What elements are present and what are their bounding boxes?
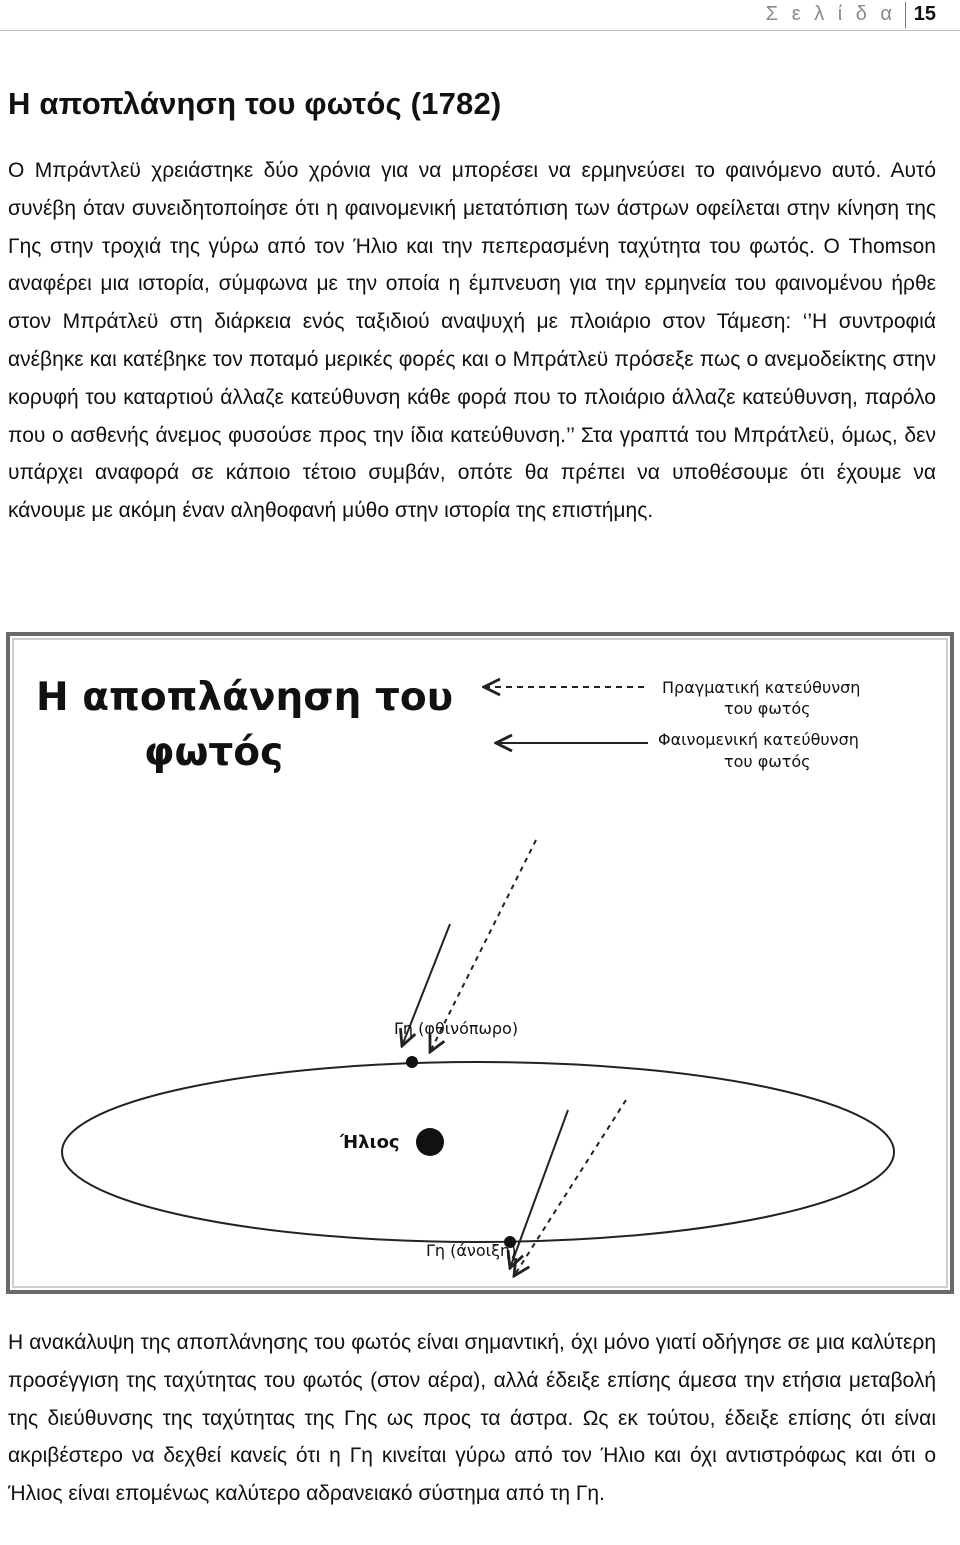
legend-apparent-direction-line1: Φαινομενική κατεύθυνση — [658, 730, 859, 749]
legend-true-direction-line2: του φωτός — [724, 699, 811, 718]
aberration-diagram — [6, 632, 954, 1294]
label-earth-spring: Γη (άνοιξη) — [426, 1241, 517, 1260]
page-label: Σ ε λ ί δ α — [765, 3, 896, 25]
figure-title-line1: Η αποπλάνηση του — [36, 675, 454, 720]
section-title: Η αποπλάνηση του φωτός (1782) — [8, 86, 502, 121]
legend-apparent-direction-line2: του φωτός — [724, 752, 811, 771]
aberration-figure — [6, 632, 954, 1294]
figure-title-line2: φωτός — [144, 730, 284, 775]
paragraph-intro: Ο Μπράντλεϋ χρειάστηκε δύο χρόνια για να μπορέσει να ερμηνεύσει το φαινόμενο αυτό. Αυτό συνέβη όταν συνειδητοποίησε ότι η φαινομενική μετατόπιση των άστρων οφείλεται στην κίνηση της Γης στην τροχιά της γύρω από τον Ήλιο και την πεπερασμένη ταχύτητα του φωτός. Ο Thomson αναφέρει μια ιστορία, σύμφωνα με την οποία η έμπνευση για την ερμηνεία του φαινομένου ήρθε στον Μπράτλεϋ στη διάρκεια ενός ταξιδιού αναψυχή με πλοιάριο στον Τάμεση: ‘’Η συντροφιά ανέβηκε και κατέβηκε τον ποταμό μερικές φορές και ο Μπράτλεϋ πρόσεξε πως ο ανεμοδείκτης στην κορυφή του καταρτιού άλλαζε κατεύθυνση κάθε φορά που το πλοιάριο άλλαζε κατεύθυνση, παρόλο που ο ασθενής άνεμος φυσούσε προς την ίδια κατεύθυνση.’’ Στα γραπτά του Μπράτλεϋ, όμως, δεν υπάρχει αναφορά σε κάποιο τέτοιο συμβάν, οπότε θα πρέπει να υποθέσουμε ότι έχουμε να κάνουμε με ακόμη έναν αληθοφανή μύθο στην ιστορία της επιστήμης. — [8, 159, 936, 523]
earth-autumn-dot — [406, 1056, 418, 1068]
page-number: 15 — [913, 3, 936, 25]
sun-dot — [416, 1128, 444, 1156]
paragraph-conclusion: Η ανακάλυψη της αποπλάνησης του φωτός είναι σημαντική, όχι μόνο γιατί οδήγησε σε μια καλύτερη προσέγγιση της ταχύτητας του φωτός (στον αέρα), αλλά έδειξε επίσης άμεσα την ετήσια μεταβολή της διεύθυνσης της ταχύτητας της Γης ως προς τα άστρα. Ως εκ τούτου, έδειξε επίσης ότι είναι ακριβέστερο να δεχθεί κανείς ότι η Γη κινείται γύρω από τον Ήλιο και όχι αντιστρόφως και ότι ο Ήλιος είναι επομένως καλύτερο αδρανειακό σύστημα από τη Γη. — [8, 1331, 936, 1506]
page-header — [0, 0, 960, 31]
label-sun: Ήλιος — [340, 1132, 400, 1153]
legend-true-direction-line1: Πραγματική κατεύθυνση — [662, 678, 861, 697]
label-earth-autumn: Γη (φθινόπωρο) — [394, 1019, 519, 1038]
header-separator — [905, 2, 906, 28]
